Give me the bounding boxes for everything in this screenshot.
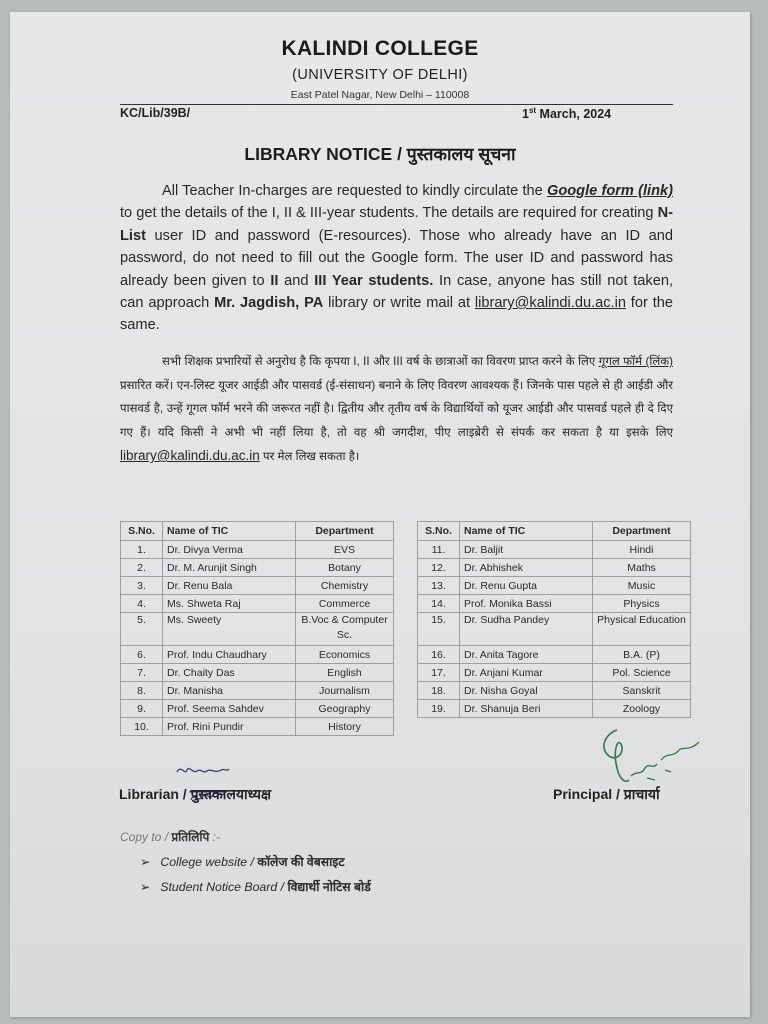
cell-dept: Economics [296, 646, 394, 664]
header-dept: Department [593, 522, 691, 541]
table-header [418, 522, 691, 541]
cell-dept: Journalism [296, 682, 394, 700]
cell-name: Dr. M. Arunjit Singh [163, 559, 296, 577]
cell-dept: Physical Education [593, 613, 691, 646]
cell-name: Dr. Renu Gupta [460, 577, 593, 595]
text: प्रसारित करें। एन-लिस्ट यूजर आईडी और पासवर्ड (ई-संसाधन) बनाने के लिए विवरण आवश्यक हैं। जिनके पास पहले से ही आईडी और पासवर्ड है, उन्हें गूगल फॉर्म भरने की जरूरत नहीं है। द्वितीय और तृतीय वर्ष के विद्यार्थियों को यूजर आईडी और पासवर्ड पहले ही दे दिए गए हैं। यदि किसी ने अभी भी नहीं लिया है, तो वह श्री जगदीश, पीए लाइब्रेरी से संपर्क कर सकता है या इसके लिए [120, 378, 673, 439]
cell-name: Ms. Sweety [163, 613, 296, 646]
cell-name: Prof. Rini Pundir [163, 718, 296, 736]
text: library or write mail at [323, 295, 475, 312]
table-row [121, 664, 394, 682]
nlist-text: N-List [120, 205, 673, 244]
tic-table-right [417, 521, 691, 718]
copy-to-label [120, 828, 220, 845]
cell-name: Prof. Monika Bassi [460, 595, 593, 613]
cell-dept: EVS [296, 541, 394, 559]
cell-name: Dr. Sudha Pandey [460, 613, 593, 646]
table-row [418, 646, 691, 664]
cell-name: Dr. Anjani Kumar [460, 664, 593, 682]
cell-dept: Music [593, 577, 691, 595]
cell-name: Dr. Chaity Das [163, 664, 296, 682]
text: and [278, 272, 315, 289]
cell-dept: Sanskrit [593, 682, 691, 700]
date-day: 1 [522, 107, 529, 122]
arrow-icon: ➢ [140, 880, 151, 894]
cell-sno: 12. [418, 559, 460, 577]
copy-item-hi: विद्यार्थी नोटिस बोर्ड [287, 880, 371, 894]
text: user ID and password (E-resources). Those who already have an ID and password, do not need to fill out the Google form. The user ID and password has already been given to [120, 227, 673, 289]
contact-person: Mr. Jagdish, PA [214, 295, 324, 312]
table-row [121, 613, 394, 646]
copy-item-en: College website / [160, 855, 258, 869]
table-row [121, 595, 394, 613]
university-name: (UNIVERSITY OF DELHI) [292, 67, 468, 83]
table-row [121, 541, 394, 559]
cell-sno: 17. [418, 664, 460, 682]
cell-sno: 8. [121, 682, 163, 700]
table-row [418, 577, 691, 595]
cell-dept: Chemistry [296, 577, 394, 595]
header-sno: S.No. [121, 522, 163, 541]
table-row [418, 559, 691, 577]
cell-sno: 16. [418, 646, 460, 664]
cell-dept: Maths [593, 559, 691, 577]
cell-dept: Zoology [593, 700, 691, 718]
text: सभी शिक्षक प्रभारियों से अनुरोध है कि कृपया I, II और III वर्ष के छात्राओं का विवरण प्राप्त करने के लिए [162, 355, 599, 368]
table-row [121, 718, 394, 736]
cell-name: Ms. Shweta Raj [163, 595, 296, 613]
table-header [121, 522, 394, 541]
text: All Teacher In-charges are requested to kindly circulate the [162, 183, 547, 199]
table-row [418, 541, 691, 559]
reference-number: KC/Lib/39B/ [120, 106, 191, 120]
cell-sno: 13. [418, 577, 460, 595]
text: पर मेल लिख सकता है। [259, 450, 360, 463]
table-row [121, 646, 394, 664]
table-row [418, 700, 691, 718]
cell-sno: 3. [121, 577, 163, 595]
tic-table-left [120, 521, 394, 736]
cell-dept: English [296, 664, 394, 682]
year-text: II [270, 272, 279, 289]
table-row [121, 577, 394, 595]
cell-name: Dr. Renu Bala [163, 577, 296, 595]
arrow-icon: ➢ [140, 855, 151, 869]
copy-item-en: Student Notice Board / [160, 880, 288, 894]
cell-sno: 5. [121, 613, 163, 646]
header-sno: S.No. [418, 522, 460, 541]
college-address: East Patel Nagar, New Delhi – 110008 [290, 89, 470, 101]
copy-item-website [140, 853, 345, 870]
table-row [418, 682, 691, 700]
table-row [121, 682, 394, 700]
cell-dept: History [296, 718, 394, 736]
cell-name: Dr. Manisha [163, 682, 296, 700]
cell-sno: 18. [418, 682, 460, 700]
cell-sno: 14. [418, 595, 460, 613]
copy-label-tail: :- [209, 830, 220, 844]
cell-sno: 4. [121, 595, 163, 613]
table-row [121, 559, 394, 577]
text: to get the details of the I, II & III-year students. The details are required for creating [120, 205, 658, 222]
college-name: KALINDI COLLEGE [281, 37, 479, 60]
cell-sno: 9. [121, 700, 163, 718]
cell-dept: Geography [296, 700, 394, 718]
cell-sno: 2. [121, 559, 163, 577]
cell-sno: 10. [121, 718, 163, 736]
table-row [418, 664, 691, 682]
cell-dept: Pol. Science [593, 664, 691, 682]
table-row [418, 595, 691, 613]
text: for the same. [120, 295, 673, 334]
date-rest: March, 2024 [536, 107, 612, 122]
table-row [418, 613, 691, 646]
cell-dept: Physics [593, 595, 691, 613]
copy-item-hi: कॉलेज की वेबसाइट [257, 855, 345, 869]
header-dept: Department [296, 522, 394, 541]
cell-dept: Botany [296, 559, 394, 577]
hindi-paragraph [120, 350, 673, 469]
principal-signature-icon [595, 722, 705, 788]
notice-sheet [10, 12, 750, 1017]
cell-dept: Commerce [296, 595, 394, 613]
library-email-link[interactable]: library@kalindi.du.ac.in [474, 295, 626, 312]
librarian-label: Librarian / पुस्तकालयाध्यक्ष [119, 786, 271, 802]
cell-name: Dr. Abhishek [460, 559, 593, 577]
copy-item-notice-board [140, 878, 371, 895]
cell-sno: 6. [121, 646, 163, 664]
cell-name: Dr. Shanuja Beri [460, 700, 593, 718]
library-email-link-hindi[interactable]: library@kalindi.du.ac.in [120, 448, 260, 463]
google-form-link-hindi[interactable]: गूगल फॉर्म (लिंक) [598, 355, 673, 368]
cell-dept: Hindi [593, 541, 691, 559]
principal-label: Principal / प्राचार्या [553, 786, 660, 802]
cell-sno: 19. [418, 700, 460, 718]
cell-name: Dr. Anita Tagore [460, 646, 593, 664]
cell-name: Prof. Seema Sahdev [163, 700, 296, 718]
cell-dept: B.Voc & Computer Sc. [296, 613, 394, 646]
notice-title: LIBRARY NOTICE / पुस्तकालय सूचना [244, 144, 516, 164]
cell-name: Dr. Baljit [460, 541, 593, 559]
cell-dept: B.A. (P) [593, 646, 691, 664]
copy-label-hi: प्रतिलिपि [171, 830, 210, 844]
english-paragraph [120, 180, 673, 337]
notice-date [522, 106, 611, 121]
cell-name: Dr. Divya Verma [163, 541, 296, 559]
cell-name: Prof. Indu Chaudhary [163, 646, 296, 664]
header-name: Name of TIC [163, 522, 296, 541]
cell-name: Dr. Nisha Goyal [460, 682, 593, 700]
text: In case, anyone has still not taken, can approach [120, 272, 674, 312]
google-form-link[interactable]: Google form (link) [546, 183, 673, 199]
copy-label-en: Copy to / [120, 830, 172, 844]
cell-sno: 15. [418, 613, 460, 646]
cell-sno: 11. [418, 541, 460, 559]
header-divider [120, 104, 673, 105]
header-name: Name of TIC [460, 522, 593, 541]
table-row [121, 700, 394, 718]
cell-sno: 1. [121, 541, 163, 559]
cell-sno: 7. [121, 664, 163, 682]
date-suffix: st [528, 106, 537, 115]
year-text: III Year students. [314, 272, 434, 289]
